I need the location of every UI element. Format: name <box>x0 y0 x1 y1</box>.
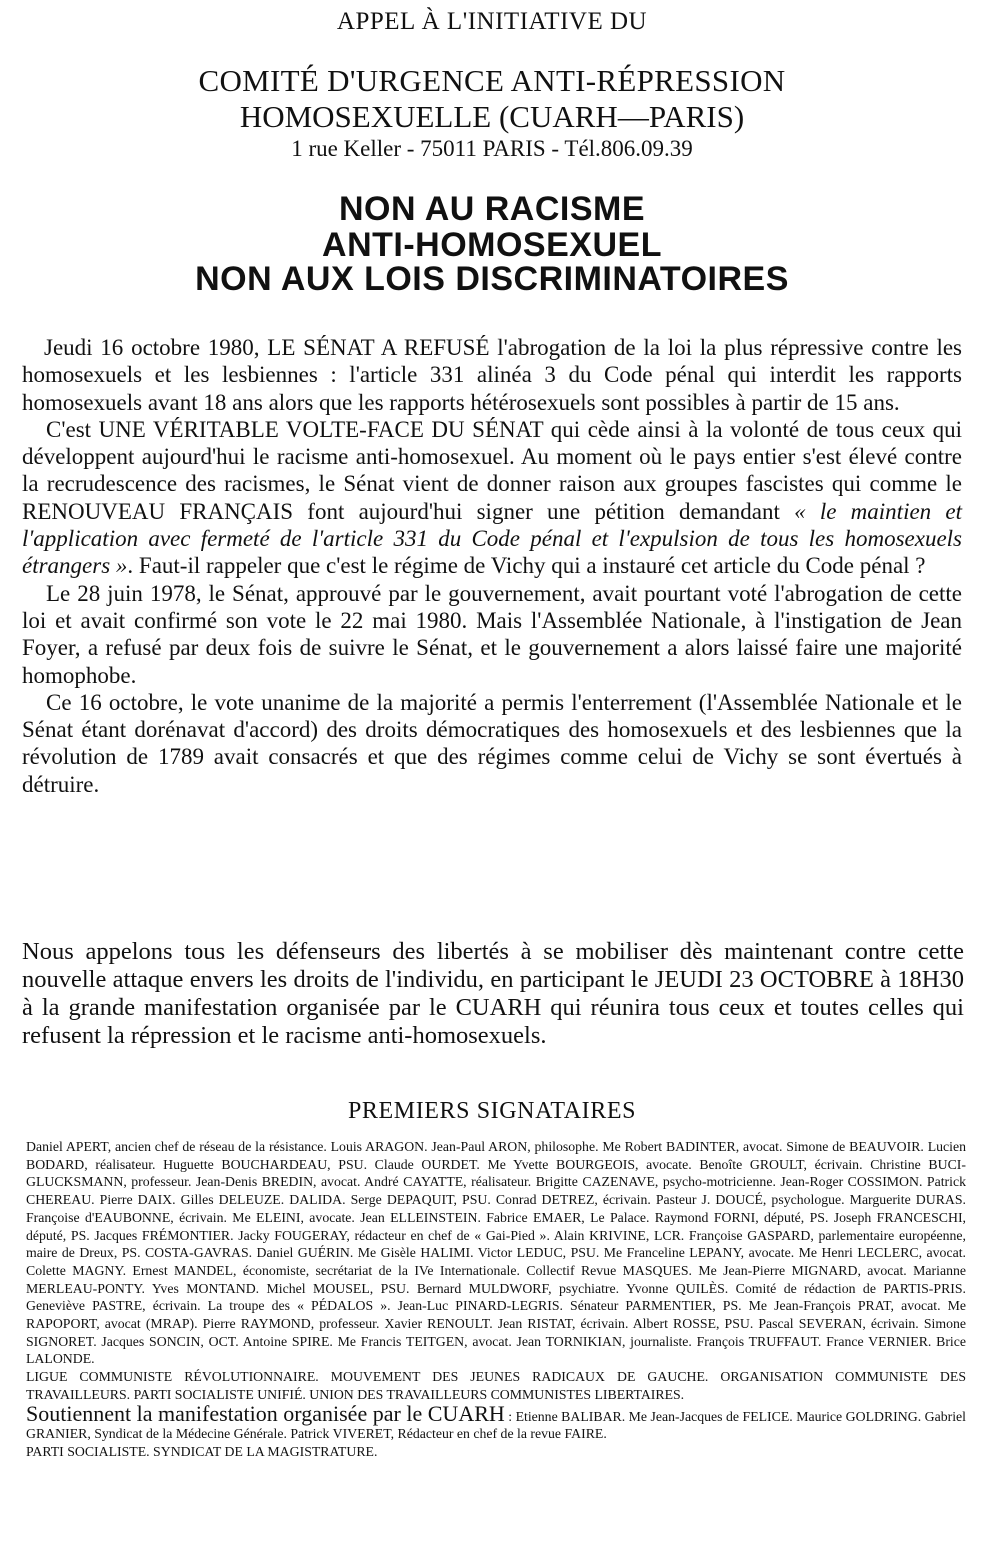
header-address: 1 rue Keller - 75011 PARIS - Tél.806.09.39 <box>291 136 693 161</box>
header-line-homosexuelle: HOMOSEXUELLE (CUARH—PARIS) <box>239 99 745 134</box>
signatories-list: Daniel APERT, ancien chef de réseau de la résistance. Louis ARAGON. Jean-Paul ARON, philosophe. Me Robert BADINTER, avocat. Simone de BEAUVOIR. Lucien BODARD, réalisateur. Huguette BOUCHARDEAU, PSU. Claude OURDET. Me Yvette BOURGEOIS, avocate. Benoîte GROULT, écrivain. Christine BUCI-GLUCKSMANN, professeur. Jean-Denis BREDIN, avocat. André CAYATTE, réalisateur. Brigitte CAZENAVE, psycho-motricienne. Jean-Roger COSSIMON. Patrick CHEREAU. Pierre DAIX. Gilles DELEUZE. DALIDA. Serge DEPAQUIT, PSU. Conrad DETREZ, écrivain. Pasteur J. DOUCÉ, psychologue. Marguerite DURAS. Françoise d'EAUBONNE, écrivain. Me ELEINI, avocate. Jean ELLEINSTEIN. Fabrice EMAER, Le Palace. Raymond FORNI, député, PS. Joseph FRANCESCHI, député, PS. Jacques FRÉMONTIER. Jacky FOUGERAY, rédacteur en chef de « Gai-Pied ». Alain KRIVINE, LCR. Françoise GASPARD, parlementaire européenne, maire de Dreux, PS. COSTA-GAVRAS. Daniel GUÉRIN. Me Gisèle HALIMI. Victor LEDUC, PSU. Me Franceline LEPANY, avocate. Me Henri LECLERC, avocat. Colette MAGNY. Ernest MANDEL, économiste, secrétariat de la IVe Internationale. Collectif Revue MASQUES. Me Jean-Pierre MIGNARD, avocat. Marianne MERLEAU-PONTY. Yves MONTAND. Michel MOUSEL, PSU. Bernard MULDWORF, psychiatre. Yvonne QUILÈS. Comité de rédaction de PARTIS-PRIS. Geneviève PASTRE, écrivain. La troupe des « PÉDALOS ». Jean-Luc PINARD-LEGRIS. Sénateur PARMENTIER, PS. Me Jean-François PRAT, avocat. Me RAPOPORT, avocat (MRAP). Pierre RAYMOND, professeur. Xavier RENOULT. Jean RISTAT, écrivain. Albert ROSSE, PSU. Pascal SEVERAN, écrivain. Simone SIGNORET. Jacques SONCIN, OCT. Antoine SPIRE. Me Francis TEITGEN, avocat. Jean TORNIKIAN, journaliste. François TRUFFAUT. France VERNIER. Brice LALONDE. <box>26 1139 966 1367</box>
paragraph-1: Jeudi 16 octobre 1980, LE SÉNAT A REFUSÉ l'abrogation de la loi la plus répressive contre les homosexuels et les lesbiennes : l'article 331 alinéa 3 du Code pénal qui interdit les rapports homosexuels avant 18 ans alors que les rapports hétérosexuels sont possibles à partir de 15 ans. <box>22 335 962 415</box>
body-text <box>22 334 962 798</box>
paragraph-4: Ce 16 octobre, le vote unanime de la majorité a permis l'enterrement (l'Assemblée Nationale et le Sénat étant dorénavat d'accord) des droits démocratiques des homosexuels et des lesbiennes que la révolution de 1789 avait consacrés et que des régimes comme celui de Vichy se sont évertués à détruire. <box>22 689 962 797</box>
petition-quote: « le maintien et l'application avec fermeté de l'article 331 du Code pénal et l'expulsion de tous les homosexuels étrangers » <box>22 498 962 579</box>
paragraph-2-part-b: . Faut-il rappeler que c'est le régime de Vichy qui a instauré cet article du Code pénal ? <box>127 553 926 579</box>
paragraph-3: Le 28 juin 1978, le Sénat, approuvé par le gouvernement, avait pourtant voté l'abrogation de cette loi et avait confirmé son vote le 22 mai 1980. Mais l'Assemblée Nationale, à l'instigation de Jean Foyer, a refusé par deux fois de suivre le Sénat, et le gouvernement a alors laissé faire une majorité homophobe. <box>22 580 962 688</box>
support-paragraph <box>26 1400 966 1443</box>
paragraph-2-part-a: C'est UNE VÉRITABLE VOLTE-FACE DU SÉNAT qui cède ainsi à la volonté de tous ceux qui développent aujourd'hui le racisme anti-homosexuel. Au moment où le pays entier s'est élevé contre la recrudescence des racismes, le Sénat vient de donner raison aux groupes fascistes qui comme le RENOUVEAU FRANÇAIS font aujourd'hui signer une pétition demandant <box>22 416 962 524</box>
organizations-list: LIGUE COMMUNISTE RÉVOLUTIONNAIRE. MOUVEMENT DES JEUNES RADICAUX DE GAUCHE. ORGANISATION COMMUNISTE DES TRAVAILLEURS. PARTI SOCIALISTE UNIFIÉ. UNION DES TRAVAILLEURS COMMUNISTES LIBERTAIRES. <box>26 1369 966 1402</box>
signatories <box>26 1138 966 1461</box>
header-line-appel: APPEL À L'INITIATIVE DU <box>336 8 648 35</box>
slogan-line-2: ANTI-HOMOSEXUEL <box>322 226 662 264</box>
support-lead: Soutiennent la manifestation organisée par le CUARH <box>26 1400 505 1426</box>
support-organizations: PARTI SOCIALISTE. SYNDICAT DE LA MAGISTRATURE. <box>26 1443 378 1459</box>
paragraph-2 <box>22 416 962 580</box>
slogan-line-3: NON AUX LOIS DISCRIMINATOIRES <box>195 260 789 298</box>
call-to-action: Nous appelons tous les défenseurs des libertés à se mobiliser dès maintenant contre cette nouvelle attaque envers les droits de l'individu, en participant le JEUDI 23 OCTOBRE à 18H30 à la grande manifestation organisée par le CUARH qui réunira tous ceux et toutes celles qui refusent la répression et le racisme anti-homosexuels. <box>22 938 964 1049</box>
signatories-title: PREMIERS SIGNATAIRES <box>347 1098 637 1124</box>
slogan-line-1: NON AU RACISME <box>338 190 646 228</box>
header-line-comite: COMITÉ D'URGENCE ANTI-RÉPRESSION <box>198 63 786 98</box>
support-names: : Etienne BALIBAR. Me Jean-Jacques de FELICE. Maurice GOLDRING. Gabriel GRANIER, Syndicat de la Médecine Générale. Patrick VIVERET, Rédacteur en chef de la revue FAIRE. <box>26 1408 966 1442</box>
